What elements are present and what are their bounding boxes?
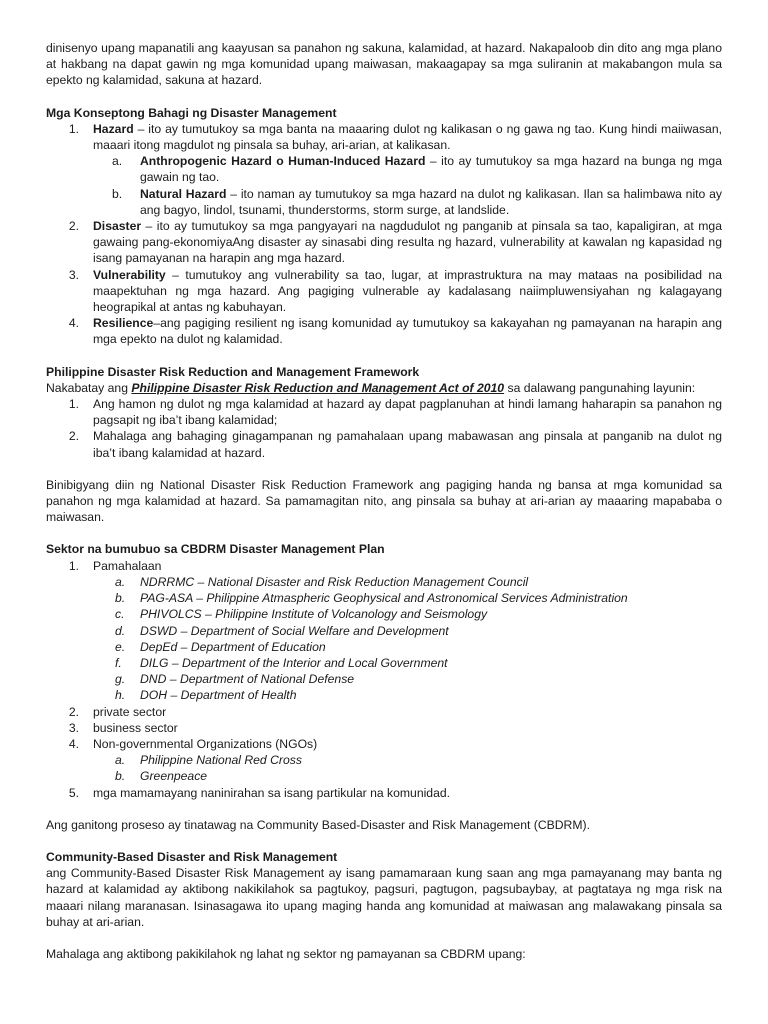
term-disaster: Disaster [93, 219, 142, 234]
intro-paragraph: dinisenyo upang mapanatili ang kaayusan sa panahon ng sakuna, kalamidad, at hazard. Nakapaloob din dito ang mga plano at hakbang na dapat gawin ng mga komunidad upang maiwasan, makaagapay sa mga suliranin at makabangon mula sa epekto ng kalamidad, sakuna at hazard. [46, 41, 722, 88]
heading-framework: Philippine Disaster Risk Reduction and Management Framework [46, 364, 420, 379]
list-item: 3. Vulnerability – tumutukoy ang vulnerability sa tao, lugar, at imprastruktura na may mataas na posibilidad na maapektuhan ng mga hazard. Ang pagiging vulnerable ay kadalasang naiimpluwensiyahan ng kalagayang heograpikal at antas ng kabuhayan. [68, 267, 722, 315]
framework-paragraph: Binibigyang diin ng National Disaster Risk Reduction Framework ang pagiging handa ng bansa at mga komunidad sa panahon ng mga kalamidad at hazard. Sa pamamagitan nito, ang pinsala sa buhay at ari-arian ay maaaring mapababa o maiwasan. [46, 477, 722, 525]
list-item: e. DepEd – Department of Education [115, 639, 326, 654]
list-item: g. DND – Department of National Defense [115, 672, 355, 687]
sektor-list [46, 558, 722, 801]
heading-cbdrm: Community-Based Disaster and Risk Management [46, 849, 338, 864]
layunin-list [46, 396, 722, 461]
list-item: b. Natural Hazard – ito naman ay tumutukoy sa mga hazard na dulot ng kalikasan. Ilan sa halimbawa nito ay ang bagyo, lindol, tsunami, thunderstorms, storm surge, at landslide. [112, 186, 722, 217]
list-item: 1. Pamahalaan [68, 558, 162, 573]
list-item: 1. Ang hamon ng dulot ng mga kalamidad at hazard ay dapat pagplanuhan at hindi lamang haharapin sa panahon ng pagsapit ng iba’t ibang kalamidad; [68, 397, 722, 428]
framework-lead: Nakabatay ang Philippine Disaster Risk Reduction and Management Act of 2010 sa dalawang pangunahing layunin: [46, 380, 696, 395]
list-item: d. DSWD – Department of Social Welfare and Development [115, 623, 449, 638]
term-anthropogenic: Anthropogenic Hazard o Human-Induced Hazard [140, 154, 426, 169]
list-item: c. PHIVOLCS – Philippine Institute of Volcanology and Seismology [115, 607, 488, 622]
list-item: a. NDRRMC – National Disaster and Risk Reduction Management Council [115, 574, 529, 589]
act-title: Philippine Disaster Risk Reduction and Management Act of 2010 [131, 380, 505, 395]
heading-konsepto: Mga Konseptong Bahagi ng Disaster Management [46, 105, 337, 120]
list-item: 4. Non-governmental Organizations (NGOs) [68, 736, 318, 751]
list-item: a. Philippine National Red Cross [115, 753, 302, 768]
heading-sektor: Sektor na bumubuo sa CBDRM Disaster Management Plan [46, 542, 385, 557]
list-item: 2. private sector [68, 704, 167, 719]
list-item: 5. mga mamamayang naninirahan sa isang partikular na komunidad. [68, 785, 451, 800]
list-item: h. DOH – Department of Health [115, 688, 297, 703]
list-item: f. DILG – Department of the Interior and Local Government [115, 655, 448, 670]
konsepto-list [46, 121, 722, 348]
list-item: 2. Mahalaga ang bahaging ginagampanan ng pamahalaan upang mabawasan ang pinsala at panganib na dulot ng iba’t ibang kalamidad at hazard. [68, 429, 722, 460]
list-item: b. PAG-ASA – Philippine Atmaspheric Geophysical and Astronomical Services Administration [115, 591, 628, 606]
term-vulnerability: Vulnerability [93, 267, 166, 282]
cbdrm-paragraph: ang Community-Based Disaster Risk Management ay isang pamamaraan kung saan ang mga pamayanang may banta ng hazard at kalamidad ay aktibong nakikilahok sa pagtukoy, pagsuri, pagtugon, pagsubaybay, at pagtataya ng mga risk na maaari nilang maranasan. Isinasagawa ito upang maging handa ang komunidad at maiwasan ang malawakang pinsala sa buhay at ari-arian. [46, 866, 722, 929]
list-item: 4. Resilience–ang pagiging resilient ng isang komunidad ay tumutukoy sa kakayahan ng pamayanan na harapin ang mga epekto na dulot ng kalamidad. [68, 316, 722, 347]
list-item: 2. Disaster – ito ay tumutukoy sa mga pangyayari na nagdudulot ng panganib at pinsala sa tao, kapaligiran, at mga gawaing pang-ekonomiyaAng disaster ay sinasabi ding resulta ng hazard, vulnerability at kawalan ng kapasidad ng isang pamayanan na harapin ang mga hazard. [68, 219, 722, 266]
list-item: 3. business sector [68, 720, 178, 735]
list-item: b. Greenpeace [115, 769, 208, 784]
term-natural-hazard: Natural Hazard [140, 186, 227, 201]
list-item: 1. Hazard – ito ay tumutukoy sa mga banta na maaaring dulot ng kalikasan o ng gawa ng tao. Kung hindi maiiwasan, maaari itong magdulot ng pinsala sa buhay, ari-arian, at kalikasan. [68, 121, 722, 153]
cbdrm-closing: Ang ganitong proseso ay tinatawag na Community Based-Disaster and Risk Management (CBDRM). [46, 817, 590, 832]
list-item: a. Anthropogenic Hazard o Human-Induced Hazard – ito ay tumutukoy sa mga hazard na bunga ng mga gawain ng tao. [112, 154, 722, 185]
term-hazard: Hazard [93, 121, 134, 136]
term-resilience: Resilience [93, 316, 154, 331]
cbdrm-last-line: Mahalaga ang aktibong pakikilahok ng lahat ng sektor ng pamayanan sa CBDRM upang: [46, 946, 526, 961]
